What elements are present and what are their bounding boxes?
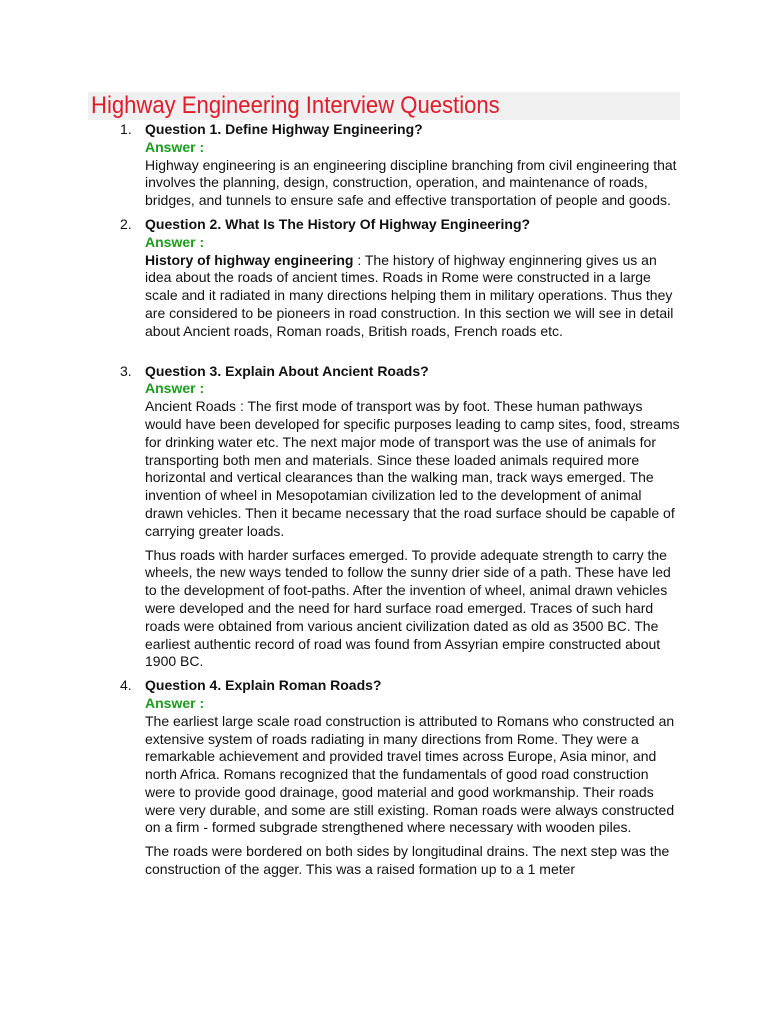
answer-text: The earliest large scale road construction is attributed to Romans who constructed an extensive system of roads radiating in many directions from Rome. They were a remarkable achievement and provided travel times across Europe, Asia minor, and north Africa. Romans recognized that the fundamentals of good road construction were to provide good drainage, good material and good workmanship. Their roads were very durable, and some are still existing. Roman roads were always constructed on a firm - formed subgrade strengthened where necessary with wooden piles. xyxy=(145,712,675,836)
item-number: 3. xyxy=(120,362,132,379)
question-heading: Question 2. What Is The History Of Highway Engineering? xyxy=(145,215,531,232)
answer-body: : The history of highway enginnering gives us an idea about the roads of ancient times. Roads in Rome were constructed in a large scale and it radiated in many directions helping them in military operations. Thus they are considered to be pioneers in road construction. In this section we will see in detail about Ancient roads, Roman roads, British roads, French roads etc. xyxy=(145,251,674,339)
answer-label: Answer : xyxy=(145,138,205,155)
answer-text: The roads were bordered on both sides by longitudinal drains. The next step was the construction of the agger. This was a raised formation up to a 1 meter xyxy=(145,843,670,878)
answer-lead: History of highway engineering xyxy=(145,251,354,268)
answer-text: Thus roads with harder surfaces emerged. To provide adequate strength to carry the wheels, the new ways tended to follow the sunny drier side of a path. These have led to the development of foot-paths. After the invention of wheel, animal drawn vehicles were developed and the need for hard surface road emerged. Traces of such hard roads were obtained from various ancient civilization dated as old as 3500 BC. The earliest authentic record of road was found from Assyrian empire constructed about 1900 BC. xyxy=(145,546,671,670)
question-list xyxy=(120,121,680,885)
question-heading: Question 3. Explain About Ancient Roads? xyxy=(145,362,429,379)
list-item xyxy=(120,121,680,210)
page-title: Highway Engineering Interview Questions xyxy=(91,92,500,119)
list-item xyxy=(120,677,680,879)
answer-label: Answer : xyxy=(145,380,205,397)
list-item xyxy=(120,215,680,341)
answer-label: Answer : xyxy=(145,233,205,250)
list-item xyxy=(120,362,680,672)
answer-label: Answer : xyxy=(145,694,205,711)
item-number: 4. xyxy=(120,677,132,694)
question-heading: Question 4. Explain Roman Roads? xyxy=(145,677,382,694)
question-heading: Question 1. Define Highway Engineering? xyxy=(145,121,423,137)
item-number: 2. xyxy=(120,215,132,232)
answer-text: Ancient Roads : The first mode of transport was by foot. These human pathways would have been developed for specific purposes leading to camp sites, food, streams for drinking water etc. The next major mode of transport was the use of animals for transporting both men and materials. Since these loaded animals required more horizontal and vertical clearances than the walking man, track ways emerged. The invention of wheel in Mesopotamian civilization led to the development of animal drawn vehicles. Then it became necessary that the road surface should be capable of carrying greater loads. xyxy=(145,398,680,539)
item-number: 1. xyxy=(120,121,132,137)
answer-text xyxy=(145,252,680,341)
answer-text: Highway engineering is an engineering discipline branching from civil engineering that involves the planning, design, construction, operation, and maintenance of roads, bridges, and tunnels to ensure safe and effective transportation of people and goods. xyxy=(145,156,677,209)
